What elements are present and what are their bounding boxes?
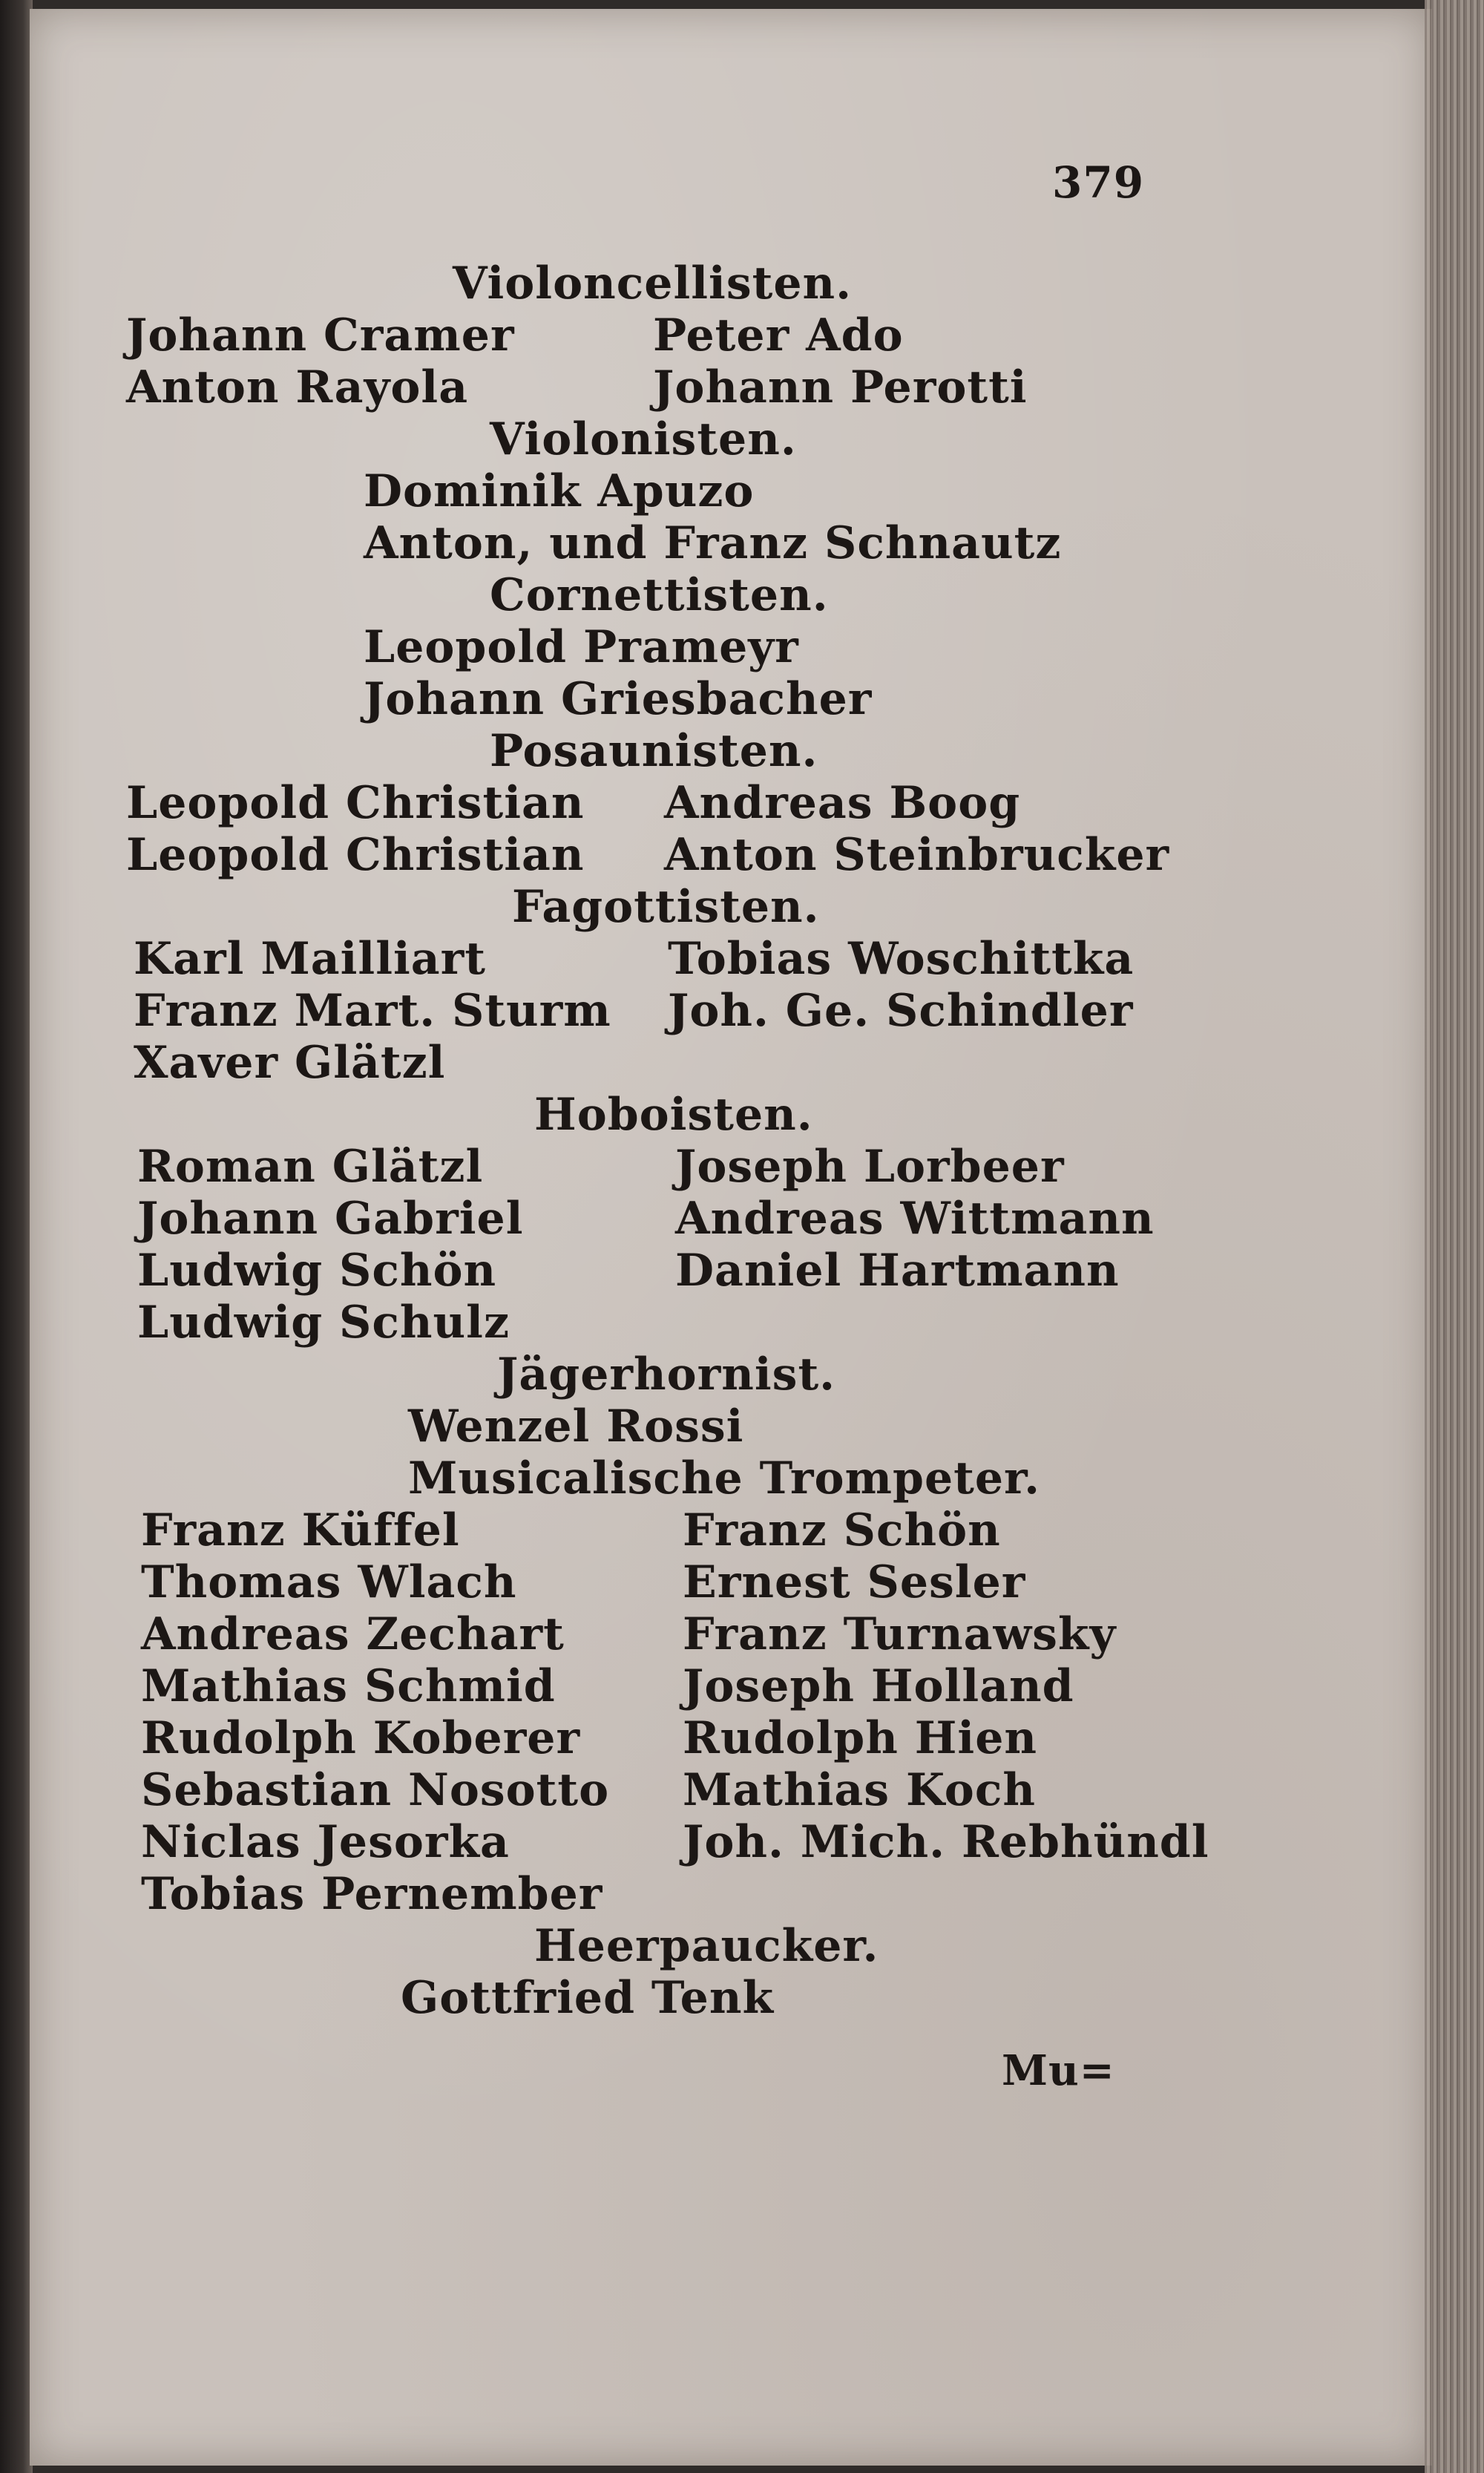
name-left: Sebastian Nosotto bbox=[141, 1764, 610, 1816]
name-right: Joh. Ge. Schindler bbox=[668, 985, 1134, 1037]
name-right: Ernest Sesler bbox=[683, 1556, 1026, 1608]
section-heading-jaegerhornist: Jägerhornist. bbox=[497, 1349, 836, 1401]
name-left: Ludwig Schön bbox=[137, 1245, 497, 1297]
name-right: Franz Turnawsky bbox=[683, 1608, 1117, 1660]
name-centered: Anton, und Franz Schnautz bbox=[364, 517, 1062, 569]
section-heading-violoncellisten: Violoncellisten. bbox=[453, 258, 853, 309]
name-right: Anton Steinbrucker bbox=[664, 829, 1170, 881]
name-left: Tobias Pernember bbox=[141, 1868, 603, 1920]
name-left: Anton Rayola bbox=[126, 361, 469, 413]
name-left: Johann Cramer bbox=[126, 309, 515, 361]
name-right: Daniel Hartmann bbox=[675, 1245, 1120, 1297]
name-left: Karl Mailliart bbox=[134, 933, 486, 985]
name-left: Niclas Jesorka bbox=[141, 1816, 510, 1868]
name-right: Rudolph Hien bbox=[683, 1712, 1037, 1764]
name-right: Andreas Boog bbox=[664, 777, 1021, 829]
section-heading-violonisten: Violonisten. bbox=[490, 413, 797, 465]
page-number: 379 bbox=[1052, 157, 1145, 208]
name-left: Rudolph Koberer bbox=[141, 1712, 581, 1764]
name-left: Leopold Christian bbox=[126, 829, 585, 881]
name-left: Thomas Wlach bbox=[141, 1556, 517, 1608]
name-left: Xaver Glätzl bbox=[134, 1037, 446, 1089]
name-left: Roman Glätzl bbox=[137, 1141, 484, 1193]
name-right: Mathias Koch bbox=[683, 1764, 1036, 1816]
name-left: Johann Gabriel bbox=[137, 1193, 524, 1245]
name-left: Franz Küffel bbox=[141, 1504, 460, 1556]
name-left: Leopold Christian bbox=[126, 777, 585, 829]
section-heading-cornettisten: Cornettisten. bbox=[490, 569, 829, 621]
section-heading-hoboisten: Hoboisten. bbox=[534, 1089, 813, 1141]
name-centered: Gottfried Tenk bbox=[401, 1972, 775, 2024]
name-left: Andreas Zechart bbox=[141, 1608, 565, 1660]
book-spine-edge bbox=[0, 0, 33, 2473]
name-right: Andreas Wittmann bbox=[675, 1193, 1155, 1245]
section-heading-posaunisten: Posaunisten. bbox=[490, 725, 818, 777]
name-left: Ludwig Schulz bbox=[137, 1297, 510, 1349]
section-heading-heerpaucker: Heerpaucker. bbox=[534, 1920, 879, 1972]
page-stack-edge bbox=[1425, 0, 1484, 2473]
name-right: Peter Ado bbox=[653, 309, 904, 361]
name-right: Joseph Holland bbox=[683, 1660, 1074, 1712]
name-left: Franz Mart. Sturm bbox=[134, 985, 611, 1037]
name-centered: Dominik Apuzo bbox=[364, 465, 755, 517]
page-sheet bbox=[30, 9, 1432, 2466]
name-centered: Johann Griesbacher bbox=[364, 673, 873, 725]
name-centered: Leopold Prameyr bbox=[364, 621, 799, 673]
name-right: Joseph Lorbeer bbox=[675, 1141, 1065, 1193]
name-centered: Wenzel Rossi bbox=[408, 1401, 744, 1452]
section-heading-trompeter: Musicalische Trompeter. bbox=[408, 1452, 1041, 1504]
catchword: Mu= bbox=[1002, 2046, 1115, 2095]
name-right: Johann Perotti bbox=[653, 361, 1028, 413]
name-right: Joh. Mich. Rebhündl bbox=[683, 1816, 1209, 1868]
name-right: Tobias Woschittka bbox=[668, 933, 1135, 985]
name-right: Franz Schön bbox=[683, 1504, 1001, 1556]
name-left: Mathias Schmid bbox=[141, 1660, 556, 1712]
section-heading-fagottisten: Fagottisten. bbox=[512, 881, 820, 933]
